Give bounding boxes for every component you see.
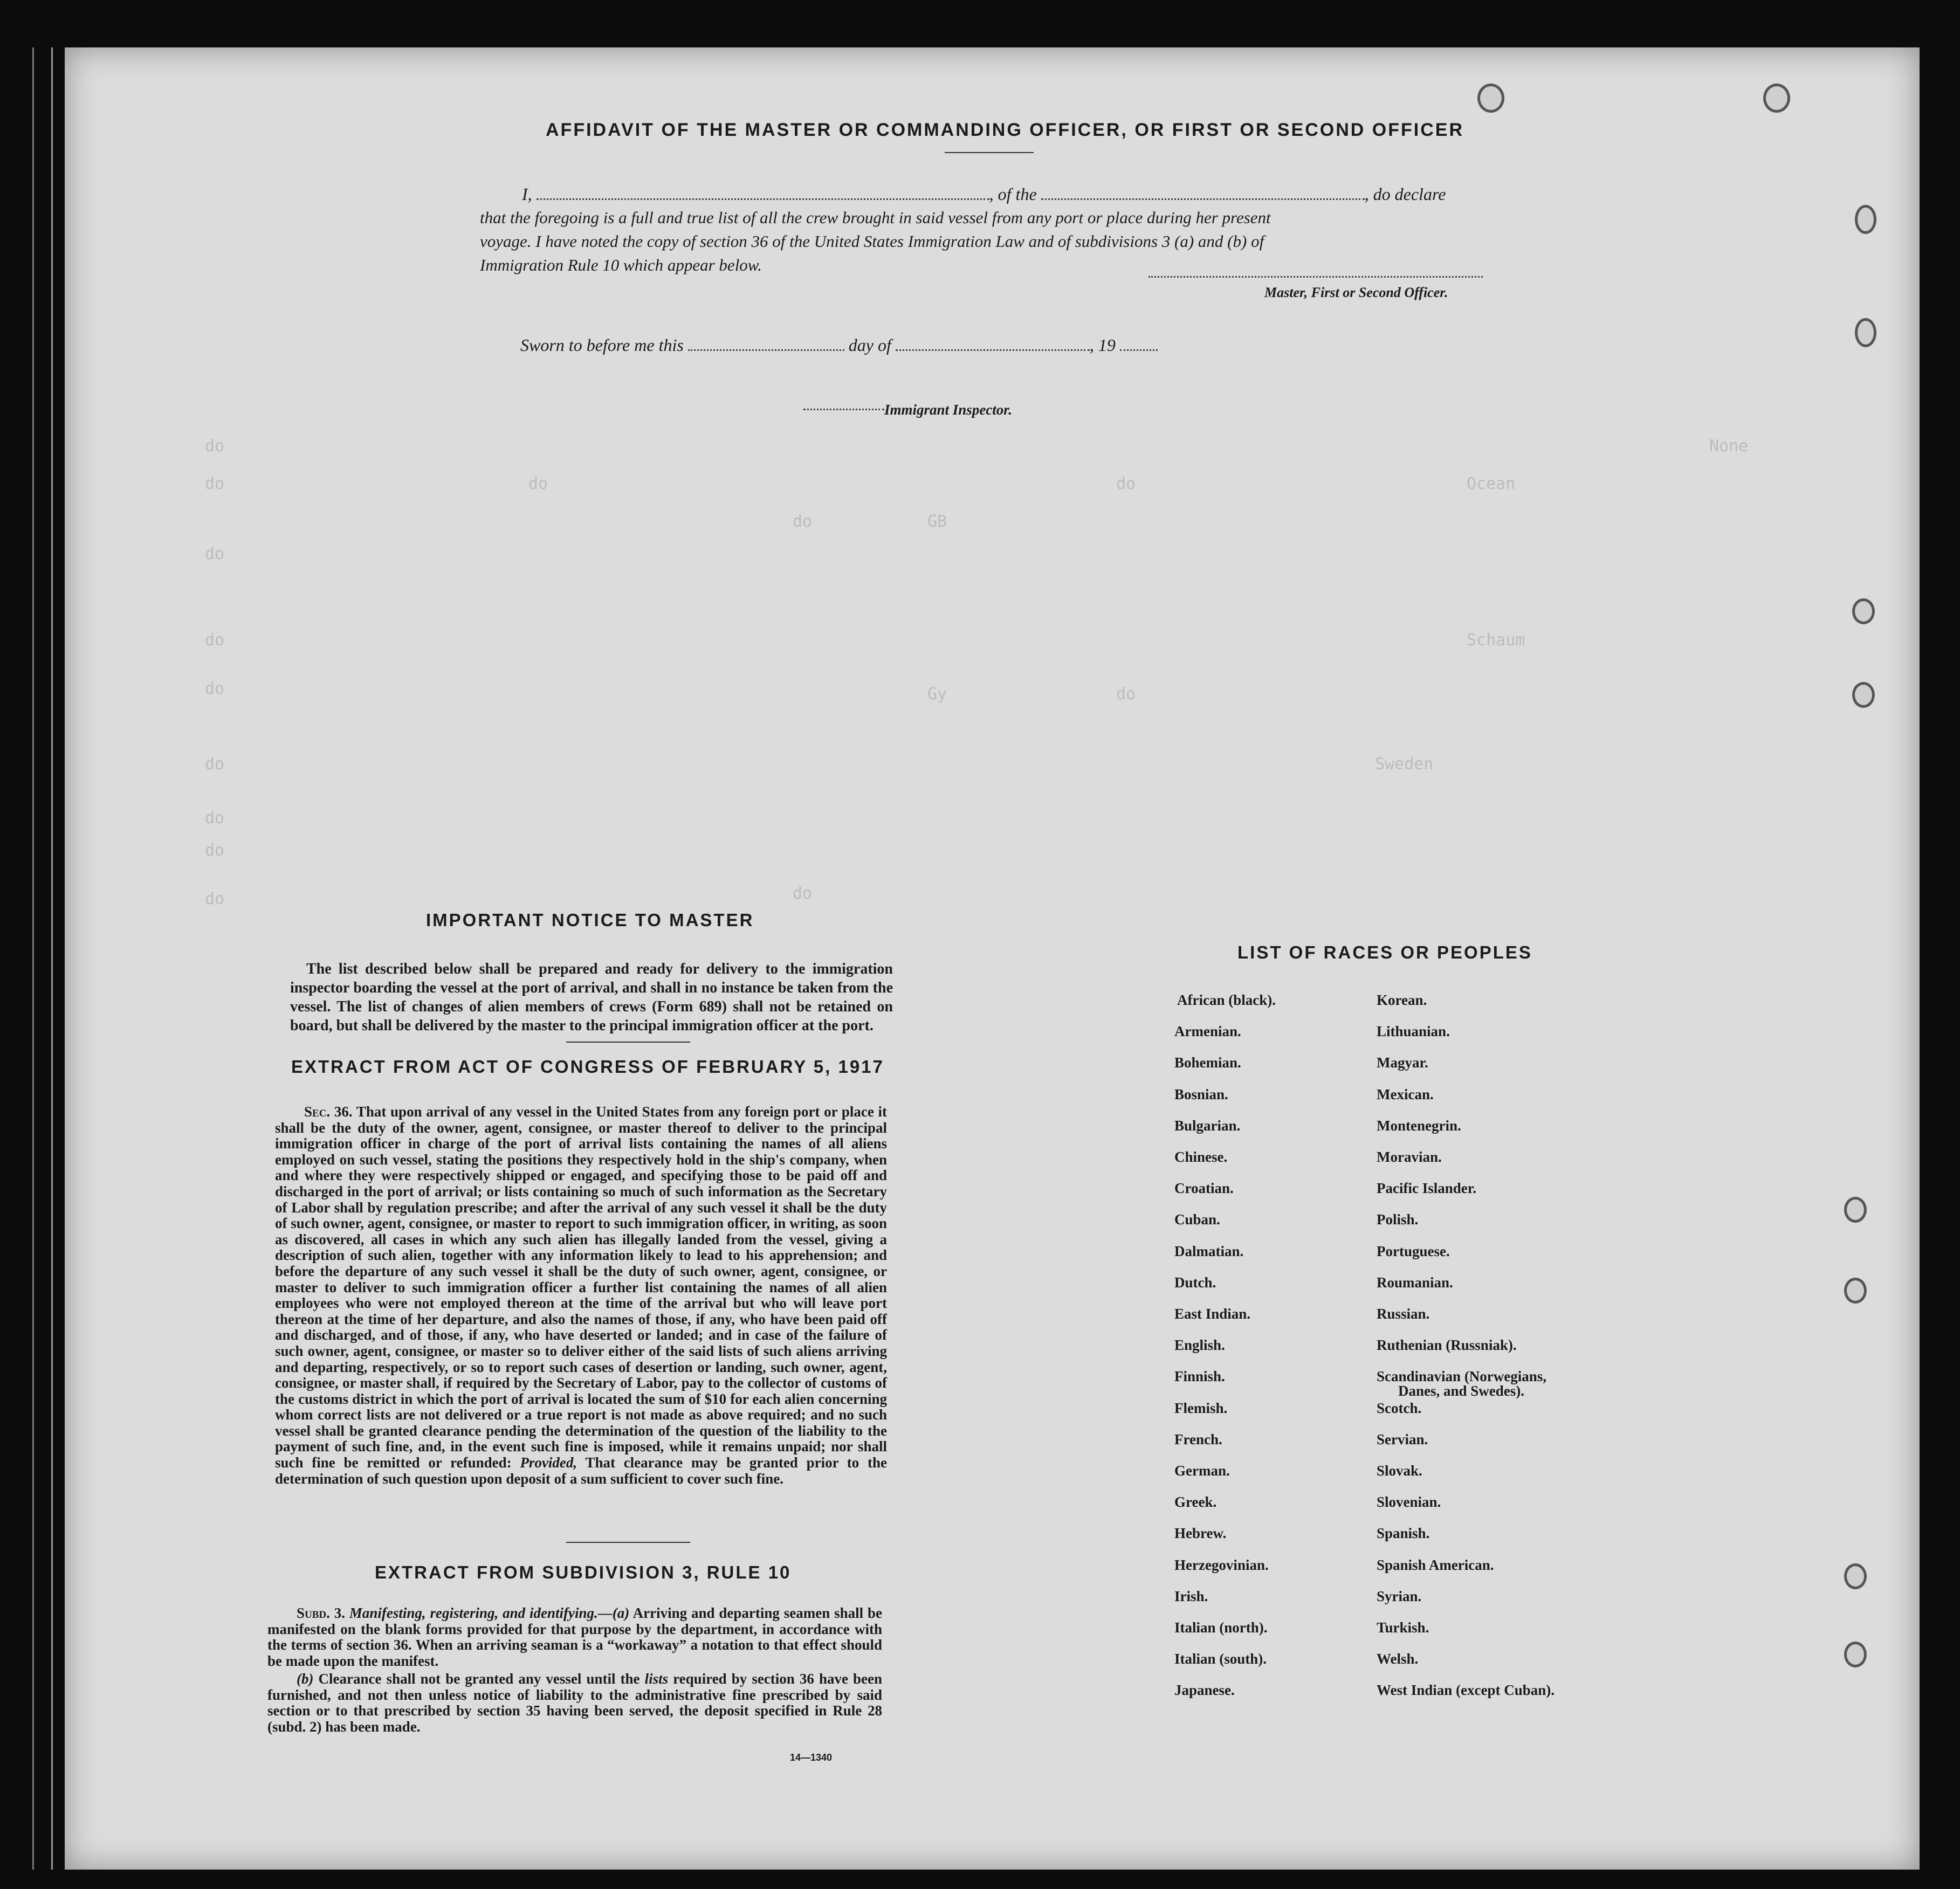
- act-text: [275, 1104, 887, 1487]
- race-item: Spanish American.: [1377, 1556, 1494, 1573]
- bleed-through-mark: do: [205, 841, 225, 860]
- race-item: Magyar.: [1377, 1054, 1428, 1071]
- sworn-day-blank[interactable]: [688, 344, 844, 351]
- day-of-label: day of: [848, 335, 891, 355]
- race-item: Slovenian.: [1377, 1494, 1441, 1511]
- race-item: Lithuanian.: [1377, 1023, 1450, 1040]
- affidavit-declaration-line: [522, 184, 1446, 204]
- sworn-month-blank[interactable]: [896, 344, 1090, 351]
- race-item: Syrian.: [1377, 1588, 1422, 1604]
- bleed-through-mark: Schaum: [1467, 631, 1525, 650]
- race-item: Mexican.: [1377, 1086, 1434, 1102]
- bleed-through-mark: Ocean: [1467, 474, 1516, 493]
- affidavit-title: AFFIDAVIT OF THE MASTER OR COMMANDING OFFICER, OR FIRST OR SECOND OFFICER: [546, 120, 1464, 140]
- subd-italic: Manifesting, registering, and identifying.: [349, 1605, 598, 1621]
- year-label: , 19: [1089, 335, 1116, 355]
- bleed-through-mark: do: [205, 631, 225, 650]
- bleed-through-mark: None: [1709, 437, 1749, 456]
- punch-hole: [1852, 598, 1875, 624]
- bleed-through-mark: do: [205, 809, 225, 828]
- race-item: Bohemian.: [1174, 1054, 1241, 1071]
- bleed-through-mark: do: [205, 679, 225, 698]
- race-item: Spanish.: [1377, 1525, 1430, 1542]
- race-item: Armenian.: [1174, 1023, 1241, 1040]
- do-declare-label: , do declare: [1364, 184, 1446, 204]
- race-item: Scotch.: [1377, 1399, 1422, 1416]
- race-item: Dalmatian.: [1174, 1243, 1244, 1259]
- of-the-label: , of the: [989, 184, 1037, 204]
- races-title: LIST OF RACES OR PEOPLES: [1237, 942, 1532, 962]
- sworn-line: [520, 335, 1158, 355]
- punch-hole: [1844, 1642, 1867, 1667]
- race-item: Portuguese.: [1377, 1243, 1450, 1259]
- punch-hole: [1855, 205, 1876, 234]
- race-item: Korean.: [1377, 992, 1427, 1008]
- race-item: Italian (south).: [1174, 1651, 1267, 1667]
- race-item: Herzegovinian.: [1174, 1556, 1269, 1573]
- punch-hole: [1844, 1197, 1867, 1223]
- race-item: Irish.: [1174, 1588, 1208, 1604]
- b-text-1: Clearance shall not be granted any vessel until the: [318, 1671, 640, 1687]
- race-item: Polish.: [1377, 1211, 1419, 1228]
- race-item: Russian.: [1377, 1306, 1430, 1322]
- b-label: (b): [297, 1671, 314, 1687]
- race-item: English.: [1174, 1337, 1225, 1354]
- bleed-through-mark: do: [205, 544, 225, 563]
- inspector-label: Immigrant Inspector.: [884, 402, 1013, 418]
- race-item: Ruthenian (Russniak).: [1377, 1337, 1517, 1354]
- signature-label: Master, First or Second Officer.: [1264, 285, 1448, 300]
- section-divider: [566, 1542, 690, 1543]
- page-edge-line: [32, 47, 34, 1870]
- race-item: Servian.: [1377, 1431, 1428, 1447]
- bleed-through-mark: do: [1116, 474, 1136, 493]
- bleed-through-mark: do: [528, 474, 548, 493]
- provided-text: That clearance may be granted prior to the determination of such question upon deposit of a sum sufficient to cover such fine.: [275, 1454, 888, 1487]
- bleed-through-mark: Gy: [927, 685, 947, 704]
- act-body: That upon arrival of any vessel in the United States from any foreign port or place it shall be the duty of the owner, agent, consignee, or master thereof to deliver to the principal immigration officer in charge of the port of arrival lists containing the names of all aliens employed on such vessel, stating the positions they respectively hold in the ship's company, when and where they were respectively shipped or engaged, and specifying those to be paid off and discharged in the port of arrival; or lists containing so much of such information as the Secretary of Labor shall by regulation prescribe; and after the arrival of any such vessel it shall be the duty of such owner, agent, consignee, or master to report to such immigration officer, in writing, as soon as discovered, all cases in which any such alien has illegally landed from the vessel, giving a description of such alien, together with any information likely to lead to his apprehension; and before the departure of any such vessel it shall be the duty of such owner, agent, consignee, or master to deliver to such immigration officer a further list containing the names of all alien employees who were not employed thereon at the time of the arrival but who will leave port thereon at the time of her departure, and also the names of those, if any, who have been paid off and discharged, and of those, if any, who have deserted or landed; and in case of the failure of such owner, agent, consignee, or master so to deliver either of the said lists of such aliens arriving and departing, respectively, or so to report such cases of desertion or landing, such owner, agent, consignee, or master shall, if required by the Secretary of Labor, pay to the collector of customs of the customs district in which the port of arrival is located the sum of $10 for each alien concerning whom correct lists are not delivered or a true report is not made as above required; and no such vessel shall be granted clearance pending the determination of the question of the liability to the payment of such fine, and, in the event such fine is imposed, while it remains unpaid; nor shall such fine be remitted or refunded:: [275, 1104, 887, 1471]
- i-label: I,: [522, 184, 532, 204]
- bleed-through-mark: do: [793, 884, 813, 903]
- signature-blank[interactable]: [1149, 271, 1483, 278]
- race-item: West Indian (except Cuban).: [1377, 1682, 1555, 1699]
- page-edge-line: [51, 47, 53, 1870]
- affidavit-body-3: Immigration Rule 10 which appear below.: [480, 256, 762, 274]
- punch-hole: [1763, 84, 1790, 113]
- inspector-blank[interactable]: [803, 403, 884, 410]
- race-item: Dutch.: [1174, 1274, 1216, 1291]
- bleed-through-mark: do: [205, 890, 225, 908]
- race-item: Hebrew.: [1174, 1525, 1227, 1542]
- name-blank[interactable]: [537, 193, 989, 200]
- race-item: Montenegrin.: [1377, 1117, 1461, 1134]
- section-divider: [566, 1042, 690, 1043]
- sec-label: Sec. 36.: [304, 1104, 353, 1120]
- punch-hole: [1844, 1278, 1867, 1304]
- bleed-through-mark: do: [205, 474, 225, 493]
- notice-text: The list described below shall be prepared and ready for delivery to the immigration inspector boarding the vessel at the port of arrival, and shall in no instance be taken from the vessel. The list of changes of alien members of crews (Form 689) shall not be retained on board, but shall be delivered by the master to the principal immigration officer at the port.: [290, 961, 893, 1034]
- punch-hole: [1477, 84, 1504, 113]
- subd-label: Subd. 3.: [297, 1605, 345, 1621]
- notice-title: IMPORTANT NOTICE TO MASTER: [426, 910, 754, 930]
- race-item: German.: [1174, 1463, 1230, 1479]
- race-item: Moravian.: [1377, 1149, 1442, 1165]
- provided-label: Provided,: [520, 1454, 577, 1471]
- form-number: 14—1340: [790, 1752, 833, 1763]
- race-item: Pacific Islander.: [1377, 1180, 1476, 1197]
- sworn-year-blank[interactable]: [1120, 344, 1158, 351]
- sworn-label: Sworn to before me this: [520, 335, 684, 355]
- race-item: Chinese.: [1174, 1149, 1228, 1165]
- race-item: Flemish.: [1174, 1399, 1228, 1416]
- race-item: Turkish.: [1377, 1619, 1429, 1636]
- bleed-through-mark: do: [205, 437, 225, 456]
- race-item: African (black).: [1177, 992, 1276, 1008]
- race-item: Scandinavian (Norwegians,: [1377, 1368, 1547, 1385]
- race-item: Croatian.: [1174, 1180, 1234, 1197]
- race-item: French.: [1174, 1431, 1222, 1447]
- vessel-blank[interactable]: [1041, 193, 1365, 200]
- rule-title: EXTRACT FROM SUBDIVISION 3, RULE 10: [375, 1562, 792, 1582]
- race-item: Greek.: [1174, 1494, 1217, 1511]
- act-title: EXTRACT FROM ACT OF CONGRESS OF FEBRUARY 5, 1917: [291, 1057, 884, 1077]
- race-item: East Indian.: [1174, 1306, 1251, 1322]
- document-page: [65, 47, 1920, 1870]
- race-item: Roumanian.: [1377, 1274, 1453, 1291]
- affidavit-body-2: voyage. I have noted the copy of section 36 of the United States Immigration Law and of subdivisions 3 (a) and (b) of: [480, 232, 1264, 251]
- bleed-through-mark: do: [205, 755, 225, 774]
- race-item: Finnish.: [1174, 1368, 1225, 1385]
- b-lists: lists: [644, 1671, 669, 1687]
- race-item: Bulgarian.: [1174, 1117, 1241, 1134]
- race-item: Welsh.: [1377, 1651, 1419, 1667]
- race-item: Italian (north).: [1174, 1619, 1268, 1636]
- bleed-through-mark: do: [793, 512, 813, 531]
- race-item: Danes, and Swedes).: [1398, 1383, 1525, 1399]
- affidavit-body-1: that the foregoing is a full and true list of all the crew brought in said vessel from any port or place during her present: [480, 208, 1271, 227]
- bleed-through-mark: GB: [927, 512, 947, 531]
- race-item: Cuban.: [1174, 1211, 1220, 1228]
- bleed-through-mark: Sweden: [1375, 755, 1434, 774]
- a-label: —(a): [597, 1605, 630, 1621]
- b-text-2: required by section 36 have been furnished, and not then unless notice of liability to the administrative fine prescribed by said section or to that prescribed by section 35 having been served, the deposit specified in Rule 28 (subd. 2) has been made.: [267, 1671, 882, 1735]
- punch-hole: [1852, 682, 1875, 708]
- race-item: Japanese.: [1174, 1682, 1235, 1699]
- title-underline: [945, 152, 1034, 153]
- punch-hole: [1844, 1563, 1867, 1589]
- punch-hole: [1855, 318, 1876, 347]
- a-text: Arriving and departing seamen shall be manifested on the blank forms provided for that purpose by the department, in accordance with the terms of section 36. When an arriving seaman is a “workaway” a notation to that effect should be made upon the manifest.: [267, 1605, 882, 1669]
- race-item: Slovak.: [1377, 1463, 1422, 1479]
- race-item: Bosnian.: [1174, 1086, 1228, 1102]
- bleed-through-mark: do: [1116, 685, 1136, 704]
- rule-b-text: [267, 1671, 882, 1735]
- rule-a-text: [267, 1605, 882, 1669]
